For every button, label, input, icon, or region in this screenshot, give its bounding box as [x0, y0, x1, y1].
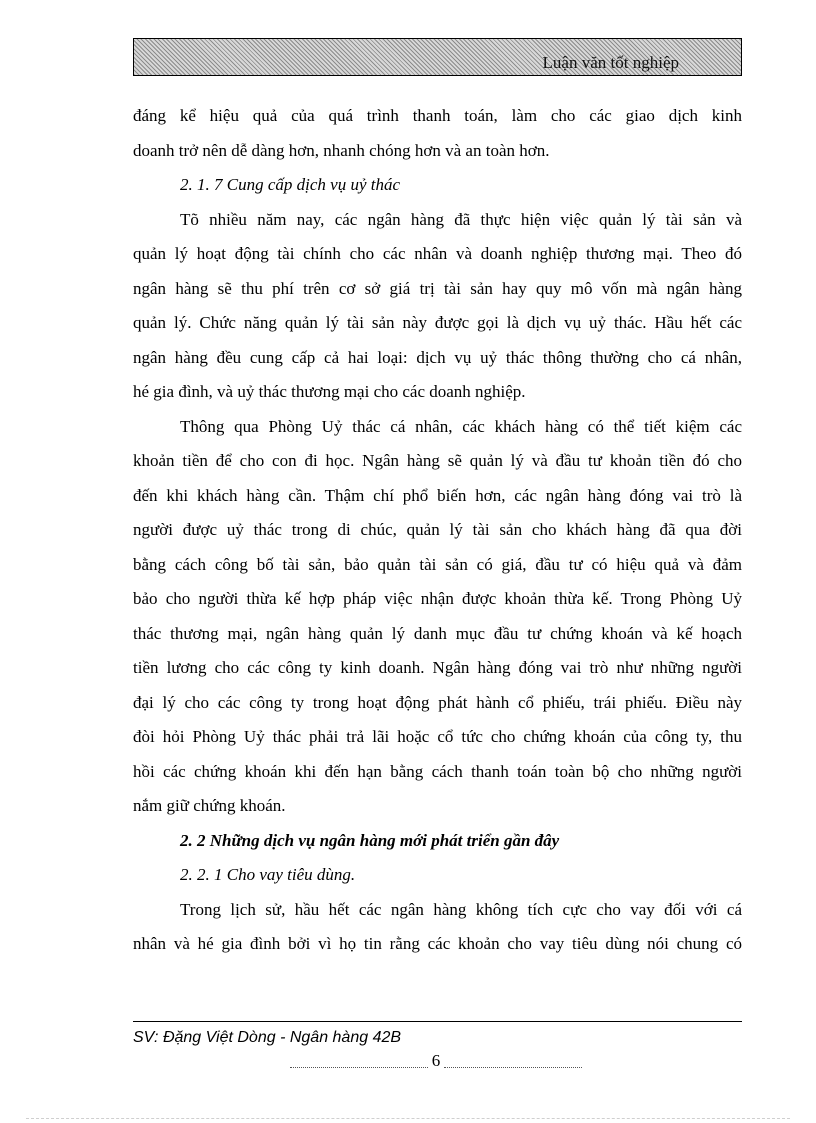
paragraph-line: thác thương mại, ngân hàng quản lý danh mục đầu tư chứng khoán và kế hoạch: [133, 623, 742, 643]
subsection-heading: 2. 2. 1 Cho vay tiêu dùng.: [180, 865, 356, 884]
paragraph-line: Trong lịch sử, hầu hết các ngân hàng không tích cực cho vay đối với cá: [180, 899, 742, 919]
paragraph-line: ngân hàng sẽ thu phí trên cơ sở giá trị tài sản hay quy mô vốn mà ngân hàng: [133, 278, 742, 298]
paragraph-line: quản lý. Chức năng quản lý tài sản này được gọi là dịch vụ uỷ thác. Hầu hết các: [133, 313, 742, 332]
paragraph-line: doanh trở nên dễ dàng hơn, nhanh chóng hơn và an toàn hơn.: [133, 140, 550, 160]
paragraph-line: đại lý cho các công ty trong hoạt động phát hành cổ phiếu, trái phiếu. Điều này: [133, 692, 742, 712]
paragraph-line: hé gia đình, và uỷ thác thương mại cho các doanh nghiệp.: [133, 382, 526, 401]
section-heading: 2. 2 Những dịch vụ ngân hàng mới phát triển gần đây: [180, 830, 560, 850]
paragraph-line: ngân hàng đều cung cấp cả hai loại: dịch vụ uỷ thác thông thường cho cá nhân,: [133, 347, 742, 367]
paragraph-line: hồi các chứng khoán khi đến hạn bằng cách thanh toán toàn bộ cho những người: [133, 761, 742, 781]
paragraph-line: đáng kể hiệu quả của quá trình thanh toán, làm cho các giao dịch kinh: [133, 106, 742, 125]
document-title: Luận văn tốt nghiệp: [542, 53, 679, 72]
paragraph-line: Thông qua Phòng Uỷ thác cá nhân, các khách hàng có thể tiết kiệm các: [180, 416, 742, 436]
section-heading: 2. 1. 7 Cung cấp dịch vụ uỷ thác: [180, 175, 401, 194]
paragraph-line: khoản tiền để cho con đi học. Ngân hàng sẽ quản lý và đầu tư khoản tiền đó cho: [133, 451, 742, 470]
paragraph-line: đến khi khách hàng cần. Thậm chí phổ biến hơn, các ngân hàng đóng vai trò là: [133, 485, 742, 505]
paragraph-line: nhân và hé gia đình bởi vì họ tin rằng các khoản cho vay tiêu dùng nói chung có: [133, 934, 742, 953]
page-bottom-divider: [26, 1118, 790, 1119]
paragraph-line: Tõ nhiều năm nay, các ngân hàng đã thực hiện việc quản lý tài sản và: [180, 209, 742, 229]
paragraph-line: đòi hỏi Phòng Uỷ thác phải trả lãi hoặc cổ tức cho chứng khoán của công ty, thu: [133, 727, 742, 746]
header-band: [133, 38, 742, 76]
page-number: 6: [431, 1051, 441, 1070]
paragraph-line: bảo cho người thừa kế hợp pháp việc nhận được khoản thừa kế. Trong Phòng Uỷ: [133, 589, 742, 608]
dotted-leader: [444, 1055, 582, 1068]
footer-rule: [133, 1021, 742, 1022]
paragraph-line: quản lý hoạt động tài chính cho các nhân và doanh nghiệp thương mại. Theo đó: [133, 244, 742, 263]
page-number-footer: [290, 1050, 582, 1072]
footer-author: SV: Đặng Việt Dòng - Ngân hàng 42B: [133, 1029, 402, 1046]
paragraph-line: bằng cách công bố tài sản, bảo quản tài sản có giá, đầu tư có hiệu quả và đảm: [133, 554, 742, 574]
paragraph-line: nắm giữ chứng khoán.: [133, 796, 286, 815]
paragraph-line: tiền lương cho các công ty kinh doanh. Ngân hàng đóng vai trò như những người: [133, 658, 742, 677]
dotted-leader: [290, 1055, 428, 1068]
page-body: [133, 99, 742, 962]
paragraph-line: người được uỷ thác trong di chúc, quản lý tài sản cho khách hàng đã qua đời: [133, 520, 742, 539]
